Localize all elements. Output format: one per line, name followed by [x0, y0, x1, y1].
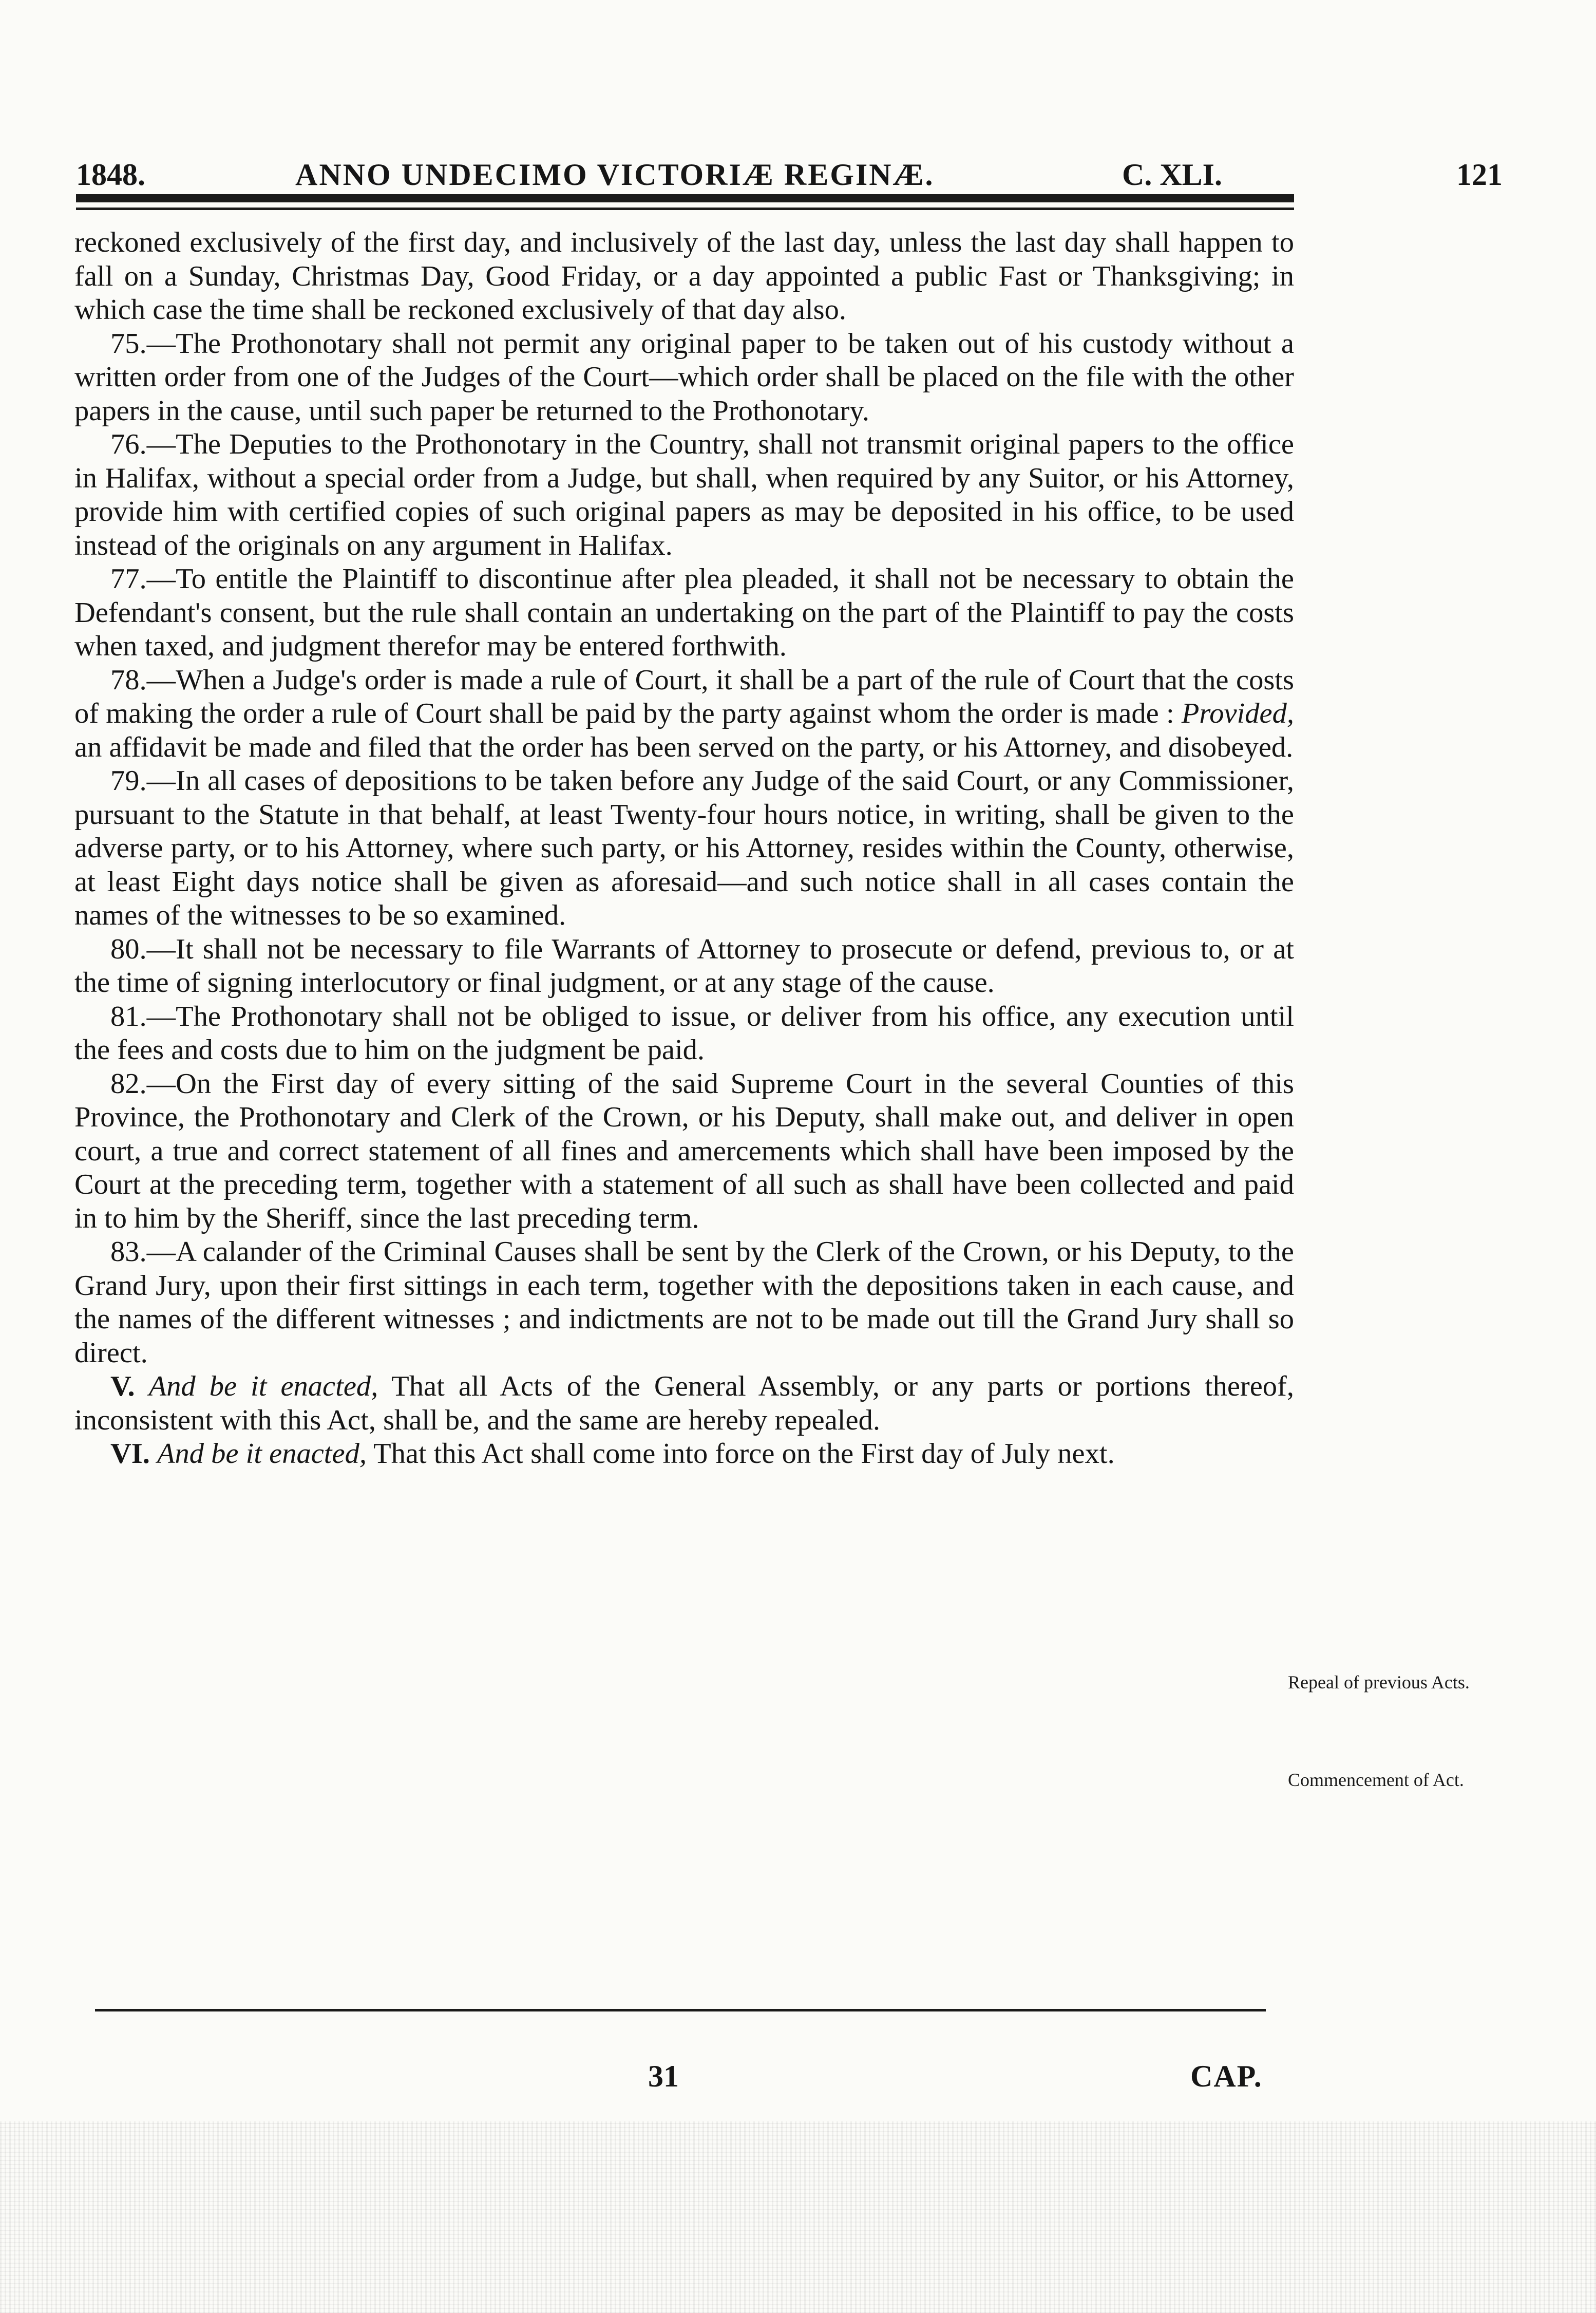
header-chapter: C. XLI.: [1122, 158, 1223, 192]
paragraph-76: 76.—The Deputies to the Prothonotary in the Country, shall not transmit original papers to the office in Halifax, without a special order from a Judge, but shall, when required by any Suitor, or his Attorney, provide him with certified copies of such original papers as may be deposited in his office, to be used instead of the originals on any argument in Halifax.: [74, 428, 1294, 561]
paragraph-75: 75.—The Prothonotary shall not permit any original paper to be taken out of his custody without a written order from one of the Judges of the Court—which order shall be placed on the file with the other papers in the cause, until such paper be returned to the Prothonotary.: [74, 327, 1294, 427]
header-rule-thin: [76, 208, 1294, 210]
header-title: ANNO UNDECIMO VICTORIÆ REGINÆ.: [295, 158, 935, 192]
signature-mark: 31: [648, 2059, 679, 2093]
section-v: [74, 1370, 1294, 1437]
paragraph-79: 79.—In all cases of depositions to be taken before any Judge of the said Court, or any Commissioner, pursuant to the Statute in that behalf, at least Twenty-four hours notice, in writing, shall be given to the adverse party, or to his Attorney, where such party, or his Attorney, resides within the County, otherwise, at least Eight days notice shall be given as aforesaid—and such notice shall in all cases contain the names of the witnesses to be so examined.: [74, 765, 1294, 931]
paragraph-80: 80.—It shall not be necessary to file Warrants of Attorney to prosecute or defend, previous to, or at the time of signing interlocutory or final judgment, or at any stage of the cause.: [74, 933, 1294, 999]
paragraph-78-proviso: Provided,: [1181, 698, 1294, 729]
section-vi-number: VI.: [110, 1438, 150, 1470]
paragraph-83: 83.—A calander of the Criminal Causes shall be sent by the Clerk of the Crown, or his Deputy, to the Grand Jury, upon their first sittings in each term, together with the depositions taken in each cause, and the names of the different witnesses ; and indictments are not to be made out till the Grand Jury shall so direct.: [74, 1236, 1294, 1369]
paragraph-continued: reckoned exclusively of the first day, and inclusively of the last day, unless the last day shall happen to fall on a Sunday, Christmas Day, Good Friday, or a day appointed a public Fast or Thanksgiving; in which case the time shall be reckoned exclusively of that day also.: [74, 227, 1294, 326]
header-rule-thick: [76, 194, 1294, 202]
section-vi-text: That this Act shall come into force on the First day of July next.: [366, 1438, 1115, 1470]
paragraph-78-rest: an affidavit be made and filed that the order has been served on the party, or his Attorney, and disobeyed.: [74, 731, 1294, 763]
paragraph-77: 77.—To entitle the Plaintiff to discontinue after plea pleaded, it shall not be necessary to obtain the Defendant's consent, but the rule shall contain an undertaking on the part of the Plaintiff to pay the costs when taxed, and judgment therefor may be entered forthwith.: [74, 563, 1294, 662]
margin-note-commencement: Commencement of Act.: [1288, 1770, 1464, 1790]
section-vi-enacting-clause: And be it enacted,: [157, 1438, 367, 1470]
paragraph-78-text: 78.—When a Judge's order is made a rule of Court, it shall be a part of the rule of Court that the costs of making the order a rule of Court shall be paid by the party against whom the order is made :: [74, 664, 1294, 729]
scan-texture: [0, 2121, 1596, 2313]
page-number: 121: [1456, 158, 1503, 192]
section-v-number: V.: [110, 1370, 135, 1402]
section-v-text: That all Acts of the General Assembly, or any parts or portions thereof, inconsistent with this Act, shall be, and the same are hereby repealed.: [74, 1370, 1294, 1436]
body-text: [74, 226, 1294, 1471]
paragraph-81: 81.—The Prothonotary shall not be obliged to issue, or deliver from his office, any execution until the fees and costs due to him on the judgment be paid.: [74, 1000, 1294, 1066]
footer-rule: [95, 2009, 1266, 2011]
paragraph-82: 82.—On the First day of every sitting of the said Supreme Court in the several Counties of this Province, the Prothonotary and Clerk of the Crown, or his Deputy, shall make out, and deliver in open court, a true and correct statement of all fines and amercements which shall have been imposed by the Court at the preceding term, together with a statement of all such as shall have been collected and paid in to him by the Sheriff, since the last preceding term.: [74, 1067, 1294, 1234]
catchword: CAP.: [1190, 2059, 1263, 2093]
paragraph-78: [74, 664, 1294, 765]
header-year: 1848.: [76, 158, 145, 192]
section-v-enacting-clause: And be it enacted,: [148, 1370, 378, 1402]
section-vi: [74, 1437, 1294, 1471]
margin-note-repeal: Repeal of previous Acts.: [1288, 1672, 1470, 1693]
